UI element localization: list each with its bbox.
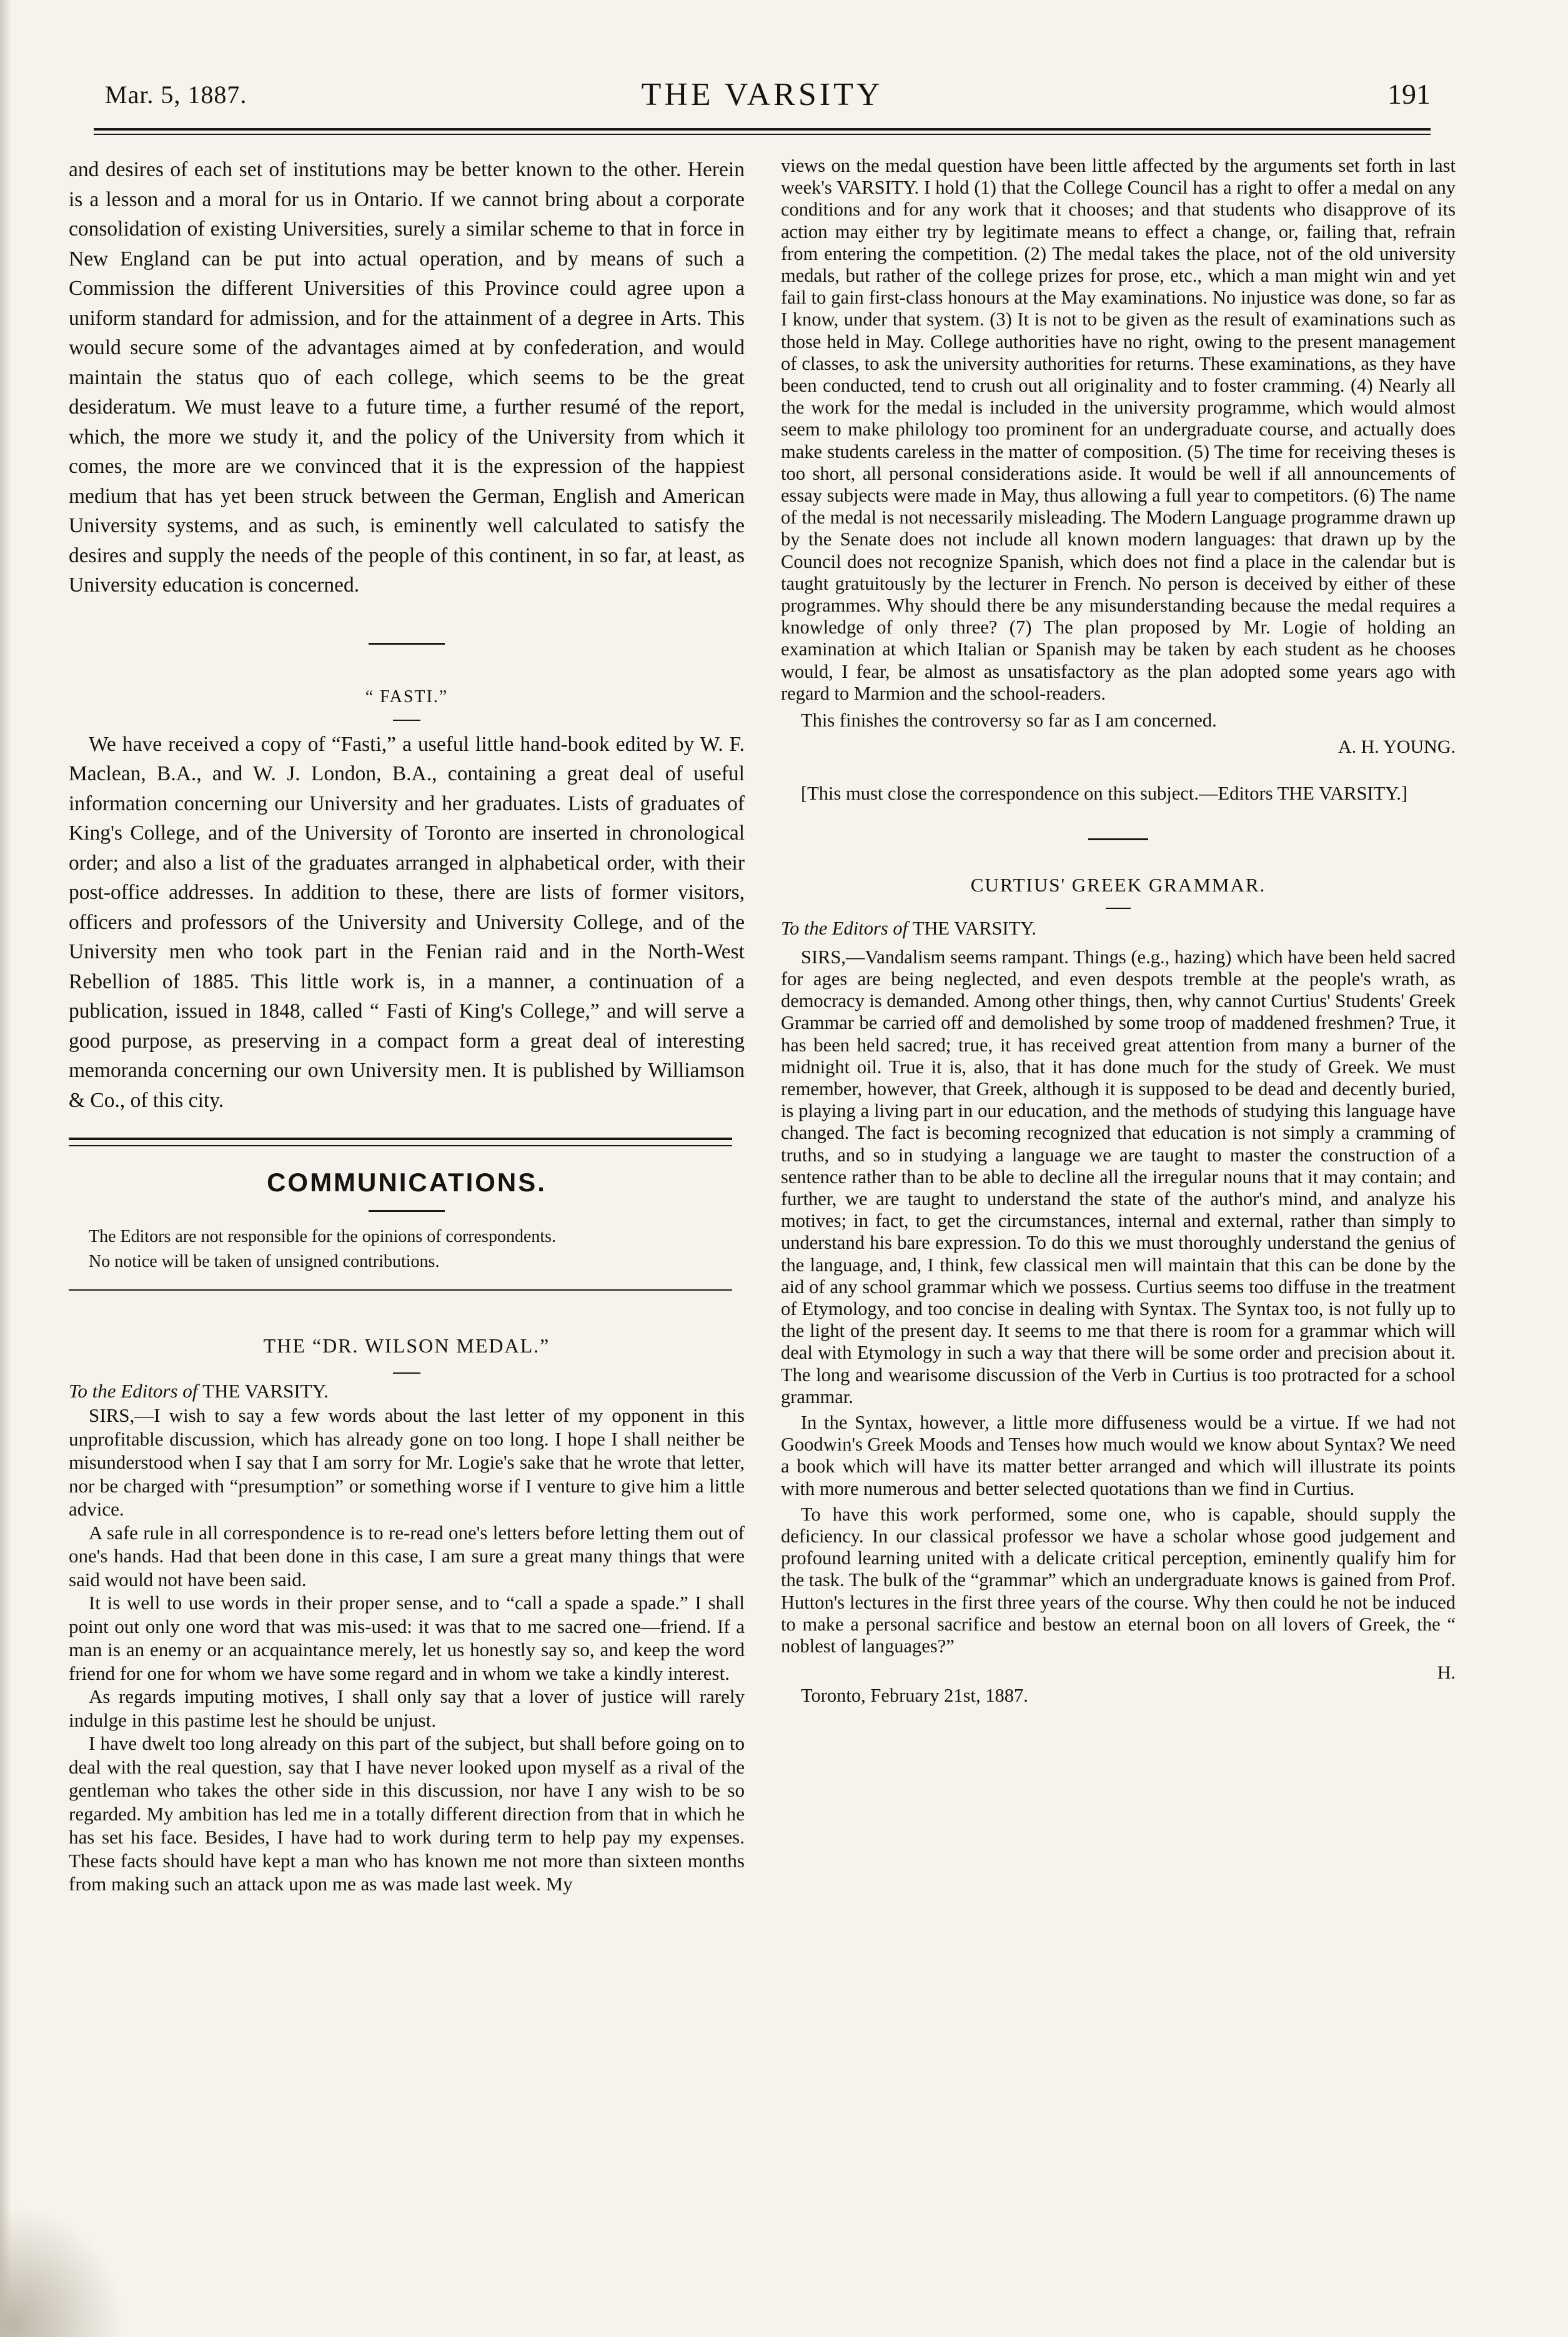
signature-young: A. H. YOUNG. [1337, 737, 1456, 758]
page-number: 191 [1387, 78, 1431, 110]
grammar-paragraph-1: SIRS,—Vandalism seems rampant. Things (e.g., hazing) which have been held sacred for ages are being neglected, and even despots tremble at the people's wrath, as democracy is demanded. Among other things, then, why cannot Curtius' Students' Greek Grammar be carried off and demolished by some troop of maddened freshmen? True, it has been held sacred; true, it has received great attention from many a burner of the midnight oil. True it is, also, that it has done much for the study of Greek. We must remember, however, that Greek, although it is supposed to be dead and decently buried, is playing a living part in our education, and the methods of studying this language have changed. The fact is becoming recognized that education is not simply a cramming of truths, and so in studying a language we are taught to master the construction of a sentence rather than to be able to decline all the irregular nouns that it may contain; and further, we are taught to understand the state of the author's mind, and analyze his motives; in fact, to get the circumstances, internal and external, rather than simply to understand his bare expression. To do this we must thoroughly understand the genius of the language, and, I think, few classical men will maintain that this can be done by the aid of any school grammar which we possess. Curtius seems too diffuse in the treatment of Etymology, and too concise in dealing with Syntax. The Syntax too, is not fully up to the light of the present day. It seems to me that there is room for a grammar which will deal with Etymology in such a way that there will be some order and precision about it. The long and wearisome discussion of the Verb in Curtius is too protracted for a school grammar. [781, 946, 1456, 1407]
fasti-title: “ FASTI.” [365, 687, 449, 707]
medal-paragraph-3: It is well to use words in their proper sense, and to “call a spade a spade.” I shall point out only one word that was mis-used: it was that to me sacred one—friend. If a man is an enemy or an acquaintance merely, let us honestly say so, and keep the word friend for one for whom we have some regard and in whom we take a kindly interest. [69, 1592, 745, 1684]
publication-title: THE VARSITY [641, 77, 883, 112]
issue-date: Mar. 5, 1887. [105, 81, 247, 109]
medal-salutation [69, 1379, 745, 1404]
salutation-prefix: To the Editors of [781, 918, 908, 940]
dateline: Toronto, February 21st, 1887. [801, 1685, 1028, 1707]
medal-paragraph-1: SIRS,—I wish to say a few words about the last letter of my opponent in this unprofitable discussion, which has already gone on too long. I hope I shall neither be misunderstood when I say that I am sorry for Mr. Logie's sake that he wrote that letter, nor be charged with “presumption” or something worse if I venture to give him a little advice. [69, 1404, 745, 1520]
notice-unsigned: No notice will be taken of unsigned contributions. [89, 1252, 440, 1271]
communications-title: COMMUNICATIONS. [267, 1168, 547, 1197]
medal-paragraph-5: I have dwelt too long already on this part of the subject, but shall before going on to deal with the real question, say that I have never looked upon myself as a rival of the gentleman who takes the other side in this discussion, nor have I any wish to be so regarded. My ambition has led me in a totally different direction from that in which he has set his face. Besides, I have had to work during term to help pay my expenses. These facts should have kept a man who has known me not more than sixteen months from making such an attack upon me as was made last week. My [69, 1732, 745, 1895]
page-header [94, 77, 1431, 124]
grammar-paragraph-2: In the Syntax, however, a little more diffuseness would be a virtue. If we had not Goodwin's Greek Moods and Tenses how much would we know about Syntax? We need a book which will have its matter better arranged and which will illustrate its points with more numerous and better selected quotations than we find in Curtius. [781, 1411, 1456, 1499]
salutation-name: THE VARSITY. [202, 1380, 329, 1402]
medal-continuation: views on the medal question have been little affected by the arguments set forth in last week's VARSITY. I hold (1) that the College Council has a right to offer a medal on any conditions and for any work that it chooses; and that students who disapprove of its action may either try by legitimate means to effect a change, or, failing that, refrain from entering the competition. (2) The medal takes the place, not of the old university medals, but rather of the college prizes for prose, etc., which a man might win and yet fail to gain first-class honours at the May examinations. No injustice was done, so far as I know, under that system. (3) It is not to be given as the result of examinations such as those held in May. College authorities have no right, owing to the present management of classes, to ask the university authorities for returns. These examinations, as they have been conducted, tend to crush out all originality and to foster cramming. (4) Nearly all the work for the medal is included in the university programme, which would almost seem to make philology too prominent for an undergraduate course, and actually does make students careless in the matter of composition. (5) The time for receiving theses is too short, all personal considerations aside. It would be well if all announcements of essay subjects were made in May, thus allowing a full year to competitors. (6) The name of the medal is not necessarily misleading. The Modern Language programme drawn up by the Senate does not include all known modern languages: that drawn up by the Council does not recognize Spanish, which does not find a place in the calendar but is taught gratuitously by the lecturer in French. No person is deceived by either of these programmes. Why should there be any misunderstanding because the medal requires a knowledge of only three? (7) The plan proposed by Mr. Logie of holding an examination at which Italian or Spanish may be taken by each student as he chooses would, I fear, be almost as unsatisfactory as the plan adopted some years ago with regard to Marmion and the school-readers. [781, 155, 1456, 704]
salutation-prefix: To the Editors of [69, 1380, 198, 1402]
signature-h: H. [1437, 1662, 1456, 1684]
grammar-salutation [781, 918, 1456, 940]
finish-line: This finishes the controversy so far as I am concerned. [801, 710, 1217, 732]
grammar-paragraph-3: To have this work performed, some one, who is capable, should supply the deficiency. In our classical professor we have a scholar whose good judgement and profound learning united with a delicate critical perception, eminently qualify him for the task. The bulk of the “grammar” which an undergraduate knows is gained from Prof. Hutton's lectures in the first three years of the course. Why then could he not be induced to make a personal sacrifice and bestow an eternal boon on all lovers of Greek, the “ noblest of languages?” [781, 1503, 1456, 1657]
salutation-name: THE VARSITY. [912, 918, 1037, 940]
grammar-title: CURTIUS' GREEK GRAMMAR. [970, 874, 1266, 896]
medal-paragraph-4: As regards imputing motives, I shall only say that a lover of justice will rarely indulge in this pastime lest he should be unjust. [69, 1685, 745, 1731]
right-column [781, 155, 1456, 1707]
page-edge-shadow [0, 0, 11, 2337]
medal-title: THE “DR. WILSON MEDAL.” [263, 1334, 550, 1357]
medal-paragraph-2: A safe rule in all correspondence is to re-read one's letters before letting them out of one's hands. Had that been done in this case, I am sure a great many things that were said would not have been said. [69, 1521, 745, 1590]
intro-paragraph: and desires of each set of institutions may be better known to the other. Herein is a lesson and a moral for us in Ontario. If we cannot bring about a corporate consolidation of existing Universities, surely a similar scheme to that in force in New England can be put into actual operation, and by means of such a Commission the different Universities of this Province could agree upon a uniform standard for admission, and for the attainment of a degree in Arts. This would secure some of the advantages aimed at by confederation, and would maintain the status quo of each college, which seems to be the great desideratum. We must leave to a future time, a further resumé of the report, which, the more we study it, and the policy of the University from which it comes, the more are we convinced that it is the expression of the happiest medium that has yet been struck between the German, English and American University systems, and as such, is eminently well calculated to satisfy the desires and supply the needs of the people of this continent, in so far, at least, as University education is concerned. [69, 158, 745, 597]
left-column [69, 155, 745, 1896]
fasti-paragraph: We have received a copy of “Fasti,” a useful little hand-book edited by W. F. Maclean, B.A., and W. J. London, B.A., containing a great deal of useful information concerning our University and her graduates. Lists of graduates of King's College, and of the University of Toronto are inserted in chronological order; and also a list of the graduates arranged in alphabetical order, with their post-office addresses. In addition to these, there are lists of former visitors, officers and professors of the University and University College, and of the University men who took part in the Fenian raid and in the North-West Rebellion of 1885. This little work is, in a manner, a continuation of a publication, issued in 1848, called “ Fasti of King's College,” and will serve a good purpose, as preserving in a compact form a great deal of interesting memoranda concerning our own University men. It is published by Williamson & Co., of this city. [69, 732, 745, 1112]
header-rule-thin [94, 134, 1431, 135]
page-stain [0, 2205, 125, 2337]
header-rule-thick [94, 128, 1431, 131]
editor-note: [This must close the correspondence on this subject.—Editors THE VARSITY.] [801, 783, 1408, 805]
notice-responsibility: The Editors are not responsible for the opinions of correspondents. [89, 1227, 557, 1246]
